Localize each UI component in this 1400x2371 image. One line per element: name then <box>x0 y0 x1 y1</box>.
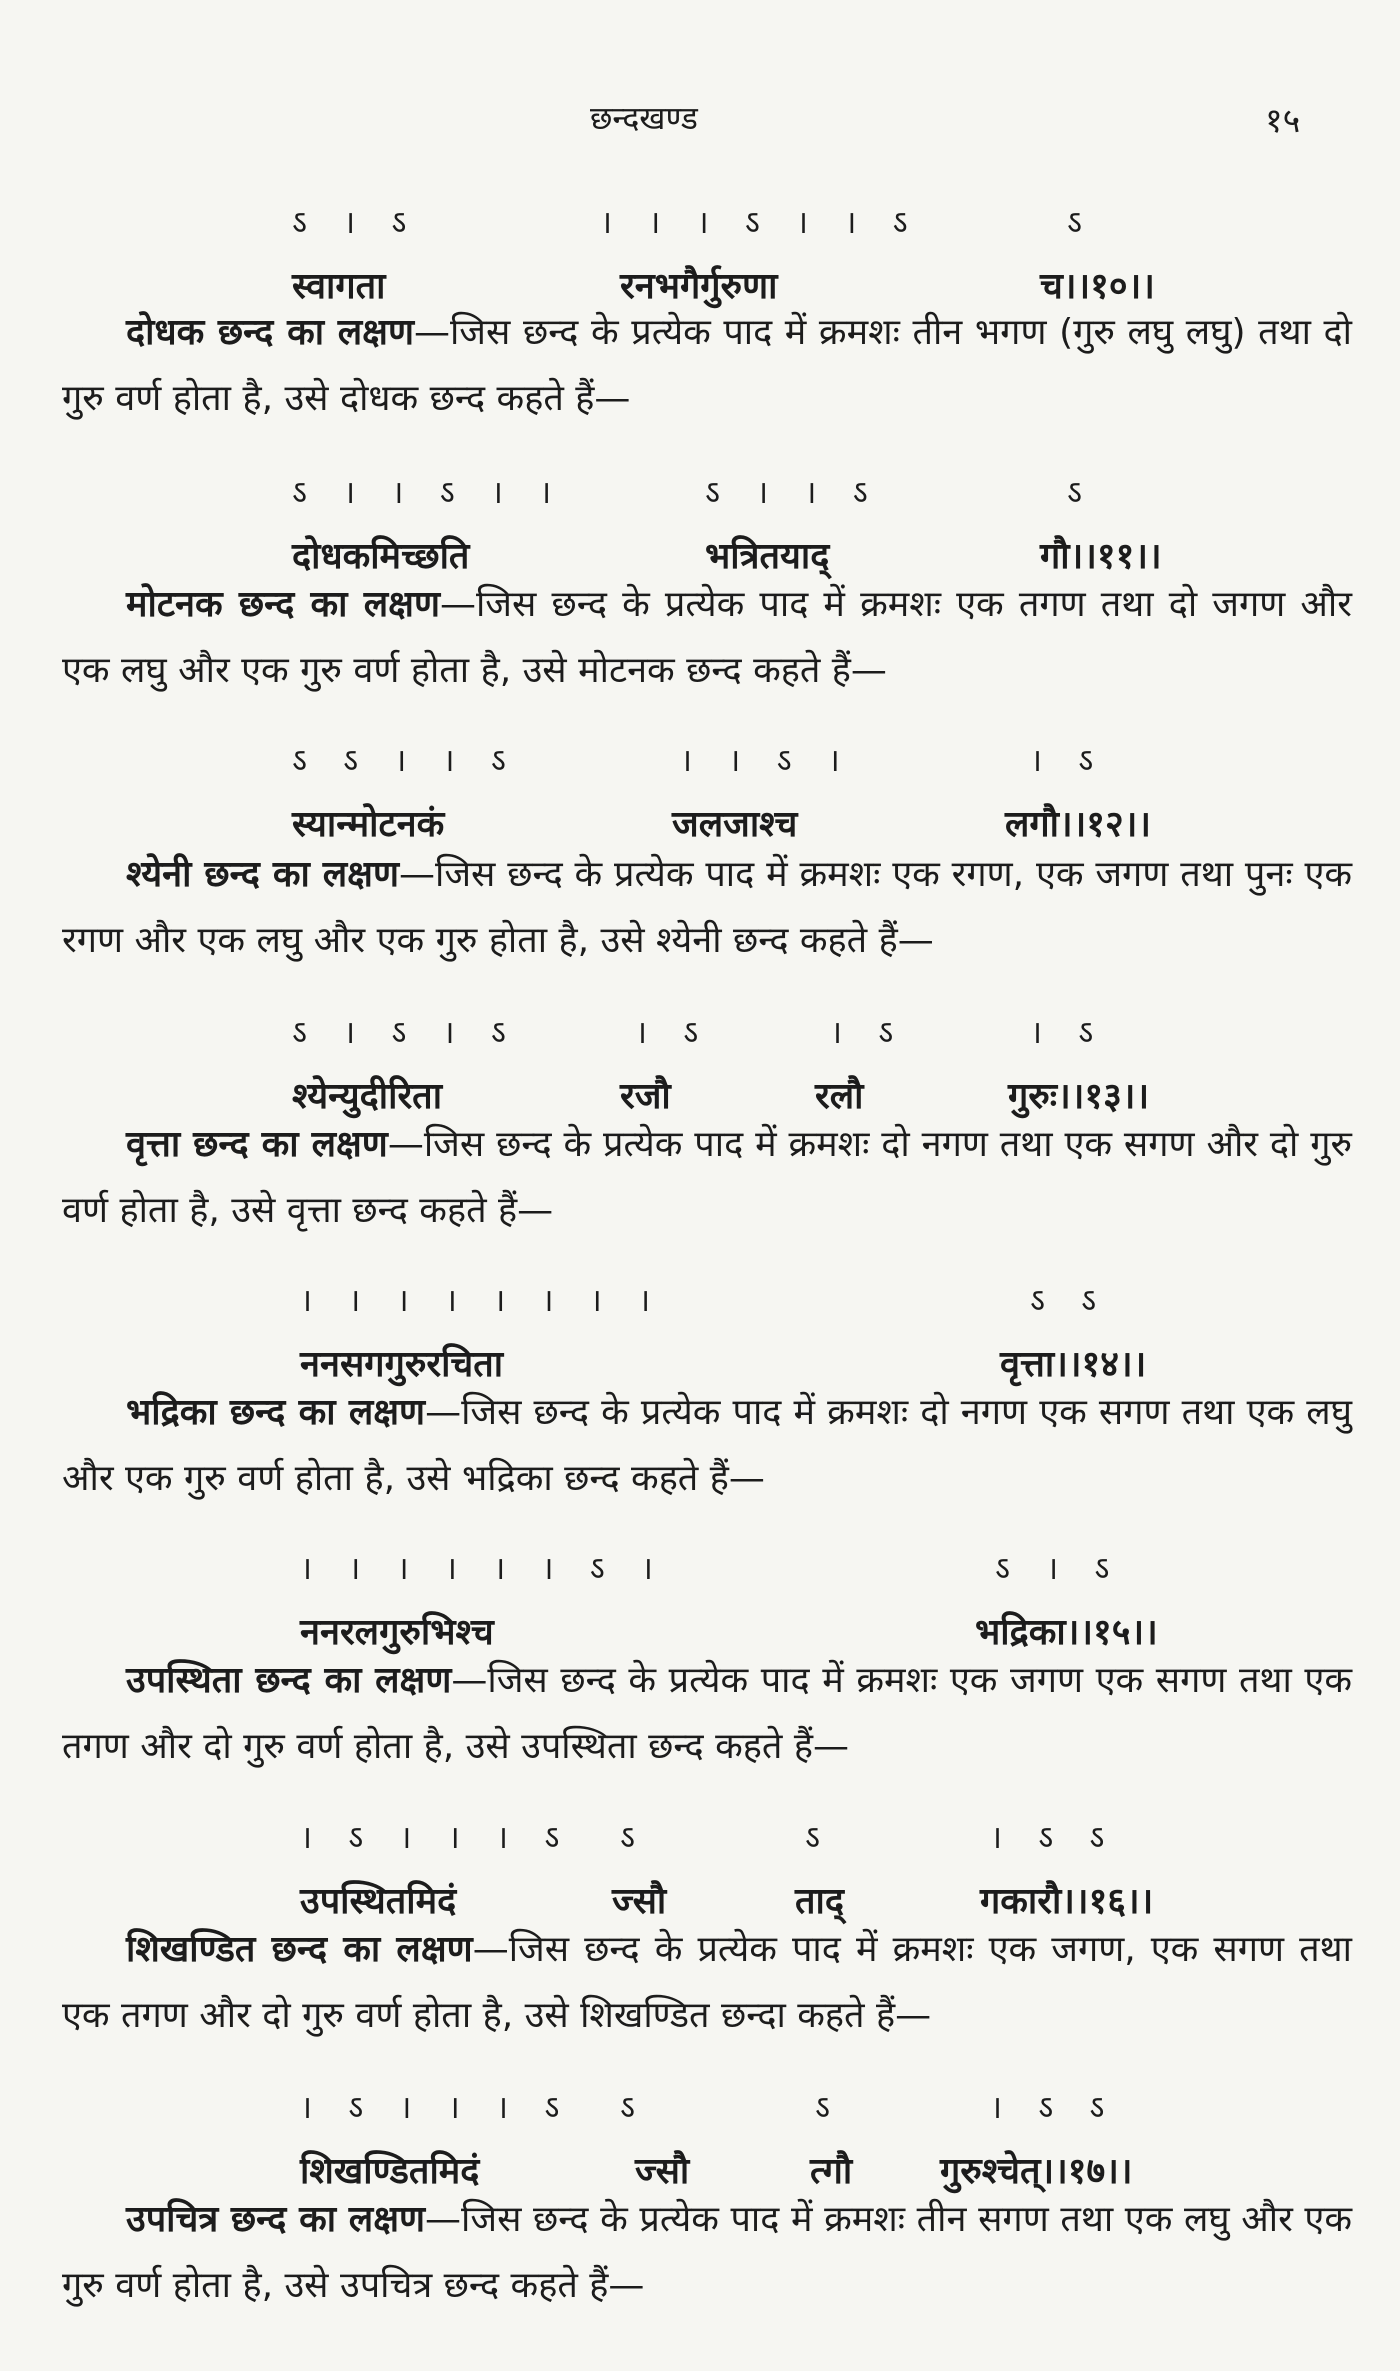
meter-marks <box>0 1278 1400 1338</box>
definition-text: —जिस छन्द के प्रत्येक पाद में क्रमशः एक तगण तथा दो जगण और एक लघु और एक गुरु वर्ण होता है, उसे मोटनक छन्द कहते हैं— <box>62 584 1352 691</box>
verse-word: गुरुः।।१३।। <box>1008 1076 1150 1117</box>
definition-paragraph <box>62 1380 1352 1512</box>
meter-marks <box>0 470 1400 530</box>
definition-text: —जिस छन्द के प्रत्येक पाद में क्रमशः एक जगण एक सगण तथा एक तगण और दो गुरु वर्ण होता है, उसे उपस्थिता छन्द कहते हैं— <box>62 1660 1352 1767</box>
verse-word: स्यान्मोटनकं <box>292 804 445 845</box>
verse-word: रनभगैर्गुरुणा <box>620 266 778 307</box>
verse-block <box>0 738 1400 858</box>
meter-mark-group: । ऽ <box>830 1013 907 1051</box>
definition-paragraph <box>62 1648 1352 1780</box>
definition-text: —जिस छन्द के प्रत्येक पाद में क्रमशः एक जगण, एक सगण तथा एक तगण और दो गुरु वर्ण होता है, उसे शिखण्डित छन्दा कहते हैं— <box>62 1929 1352 2036</box>
verse-word: वृत्ता।।१४।। <box>1000 1344 1147 1385</box>
definition-term: मोटनक छन्द का लक्षण <box>126 584 440 625</box>
meter-mark-group: । ऽ <box>1030 741 1107 779</box>
definition-text: —जिस छन्द के प्रत्येक पाद में क्रमशः दो नगण एक सगण तथा एक लघु और एक गुरु वर्ण होता है, उसे भद्रिका छन्द कहते हैं— <box>62 1392 1352 1499</box>
meter-mark-group: ऽ ऽ । । ऽ <box>292 741 519 779</box>
meter-marks <box>0 738 1400 798</box>
verse-word: लगौ।।१२।। <box>1005 804 1152 845</box>
running-head: छन्दखण्ड <box>590 99 698 137</box>
verse-word: गुरुश्चेत्।।१७।। <box>940 2151 1133 2192</box>
meter-mark-group: । ऽ । । । ऽ <box>300 1818 573 1856</box>
meter-mark-group: । ऽ ऽ <box>990 2088 1118 2126</box>
page-header <box>0 96 1400 146</box>
definition-text: —जिस छन्द के प्रत्येक पाद में क्रमशः दो नगण तथा एक सगण और दो गुरु वर्ण होता है, उसे वृत्ता छन्द कहते हैं— <box>62 1124 1352 1231</box>
verse-word: भद्रिका।।१५।। <box>975 1612 1158 1653</box>
meter-mark-group: ऽ <box>1067 203 1095 241</box>
definition-term: उपचित्र छन्द का लक्षण <box>126 2199 426 2240</box>
verse-word: शिखण्डितमिदं <box>300 2151 480 2192</box>
definition-term: शिखण्डित छन्द का लक्षण <box>126 1929 473 1970</box>
verse-word: ननरलगुरुभिश्च <box>300 1612 494 1653</box>
meter-mark-group: ऽ <box>620 1818 648 1856</box>
meter-mark-group: ऽ । । ऽ <box>705 473 881 511</box>
meter-marks <box>0 1010 1400 1070</box>
meter-mark-group: ऽ । । ऽ । । <box>292 473 565 511</box>
definition-paragraph <box>62 572 1352 704</box>
verse-word: स्वागता <box>292 266 386 307</box>
definition-paragraph <box>62 842 1352 974</box>
definition-term: दोधक छन्द का लक्षण <box>126 312 414 353</box>
meter-mark-group: । ऽ <box>1030 1013 1107 1051</box>
meter-mark-group: । ऽ <box>635 1013 712 1051</box>
meter-mark-group: ऽ <box>620 2088 648 2126</box>
verse-word: च।।१०।। <box>1040 266 1155 307</box>
meter-mark-group: । । ऽ । <box>680 741 853 779</box>
definition-text: —जिस छन्द के प्रत्येक पाद में क्रमशः तीन सगण तथा एक लघु और एक गुरु वर्ण होता है, उसे उपचित्र छन्द कहते हैं— <box>62 2199 1352 2306</box>
verse-word: ननसगगुरुरचिता <box>300 1344 504 1385</box>
definition-paragraph <box>62 300 1352 432</box>
definition-paragraph <box>62 1112 1352 1244</box>
verse-word: ताद् <box>795 1881 844 1922</box>
verse-word: ज्सौ <box>635 2151 690 2192</box>
verse-word: श्येन्युदीरिता <box>292 1076 443 1117</box>
verse-word: रलौ <box>815 1076 864 1117</box>
meter-mark-group: ऽ । ऽ <box>292 203 420 241</box>
meter-marks <box>0 1815 1400 1875</box>
meter-mark-group: । ऽ । । । ऽ <box>300 2088 573 2126</box>
verse-word: गकारौ।।१६।। <box>980 1881 1154 1922</box>
definition-term: श्येनी छन्द का लक्षण <box>126 854 399 895</box>
meter-mark-group: ऽ <box>1067 473 1095 511</box>
definition-text: —जिस छन्द के प्रत्येक पाद में क्रमशः एक रगण, एक जगण तथा पुनः एक रगण और एक लघु और एक गुरु होता है, उसे श्येनी छन्द कहते हैं— <box>62 854 1352 961</box>
meter-marks <box>0 2085 1400 2145</box>
verse-word: त्गौ <box>810 2151 853 2192</box>
definition-term: भद्रिका छन्द का लक्षण <box>126 1392 426 1433</box>
meter-marks <box>0 1546 1400 1606</box>
verse-word: उपस्थितमिदं <box>300 1881 457 1922</box>
page-number: १५ <box>1265 101 1301 141</box>
meter-mark-group: । । । । । । ऽ । <box>300 1549 667 1587</box>
meter-marks <box>0 200 1400 260</box>
definition-text: —जिस छन्द के प्रत्येक पाद में क्रमशः तीन भगण (गुरु लघु लघु) तथा दो गुरु वर्ण होता है, उसे दोधक छन्द कहते हैं— <box>62 312 1352 419</box>
verse-word: जलजाश्च <box>672 804 798 845</box>
meter-mark-group: । ऽ ऽ <box>990 1818 1118 1856</box>
definition-term: वृत्ता छन्द का लक्षण <box>126 1124 388 1165</box>
meter-mark-group: ऽ <box>815 2088 843 2126</box>
verse-word: भत्रितयाद् <box>705 536 830 577</box>
meter-mark-group: । । । ऽ । । ऽ <box>600 203 921 241</box>
meter-mark-group: ऽ ऽ <box>1030 1281 1110 1319</box>
meter-mark-group: ऽ । ऽ <box>995 1549 1123 1587</box>
definition-term: उपस्थिता छन्द का लक्षण <box>126 1660 452 1701</box>
definition-paragraph <box>62 1917 1352 2049</box>
verse-word: गौ।।११।। <box>1040 536 1162 577</box>
meter-mark-group: ऽ । ऽ । ऽ <box>292 1013 519 1051</box>
meter-mark-group: । । । । । । । । <box>300 1281 664 1319</box>
verse-word: ज्सौ <box>612 1881 667 1922</box>
definition-paragraph <box>62 2187 1352 2319</box>
verse-word: दोधकमिच्छति <box>292 536 470 577</box>
verse-word: रजौ <box>620 1076 671 1117</box>
meter-mark-group: ऽ <box>805 1818 833 1856</box>
